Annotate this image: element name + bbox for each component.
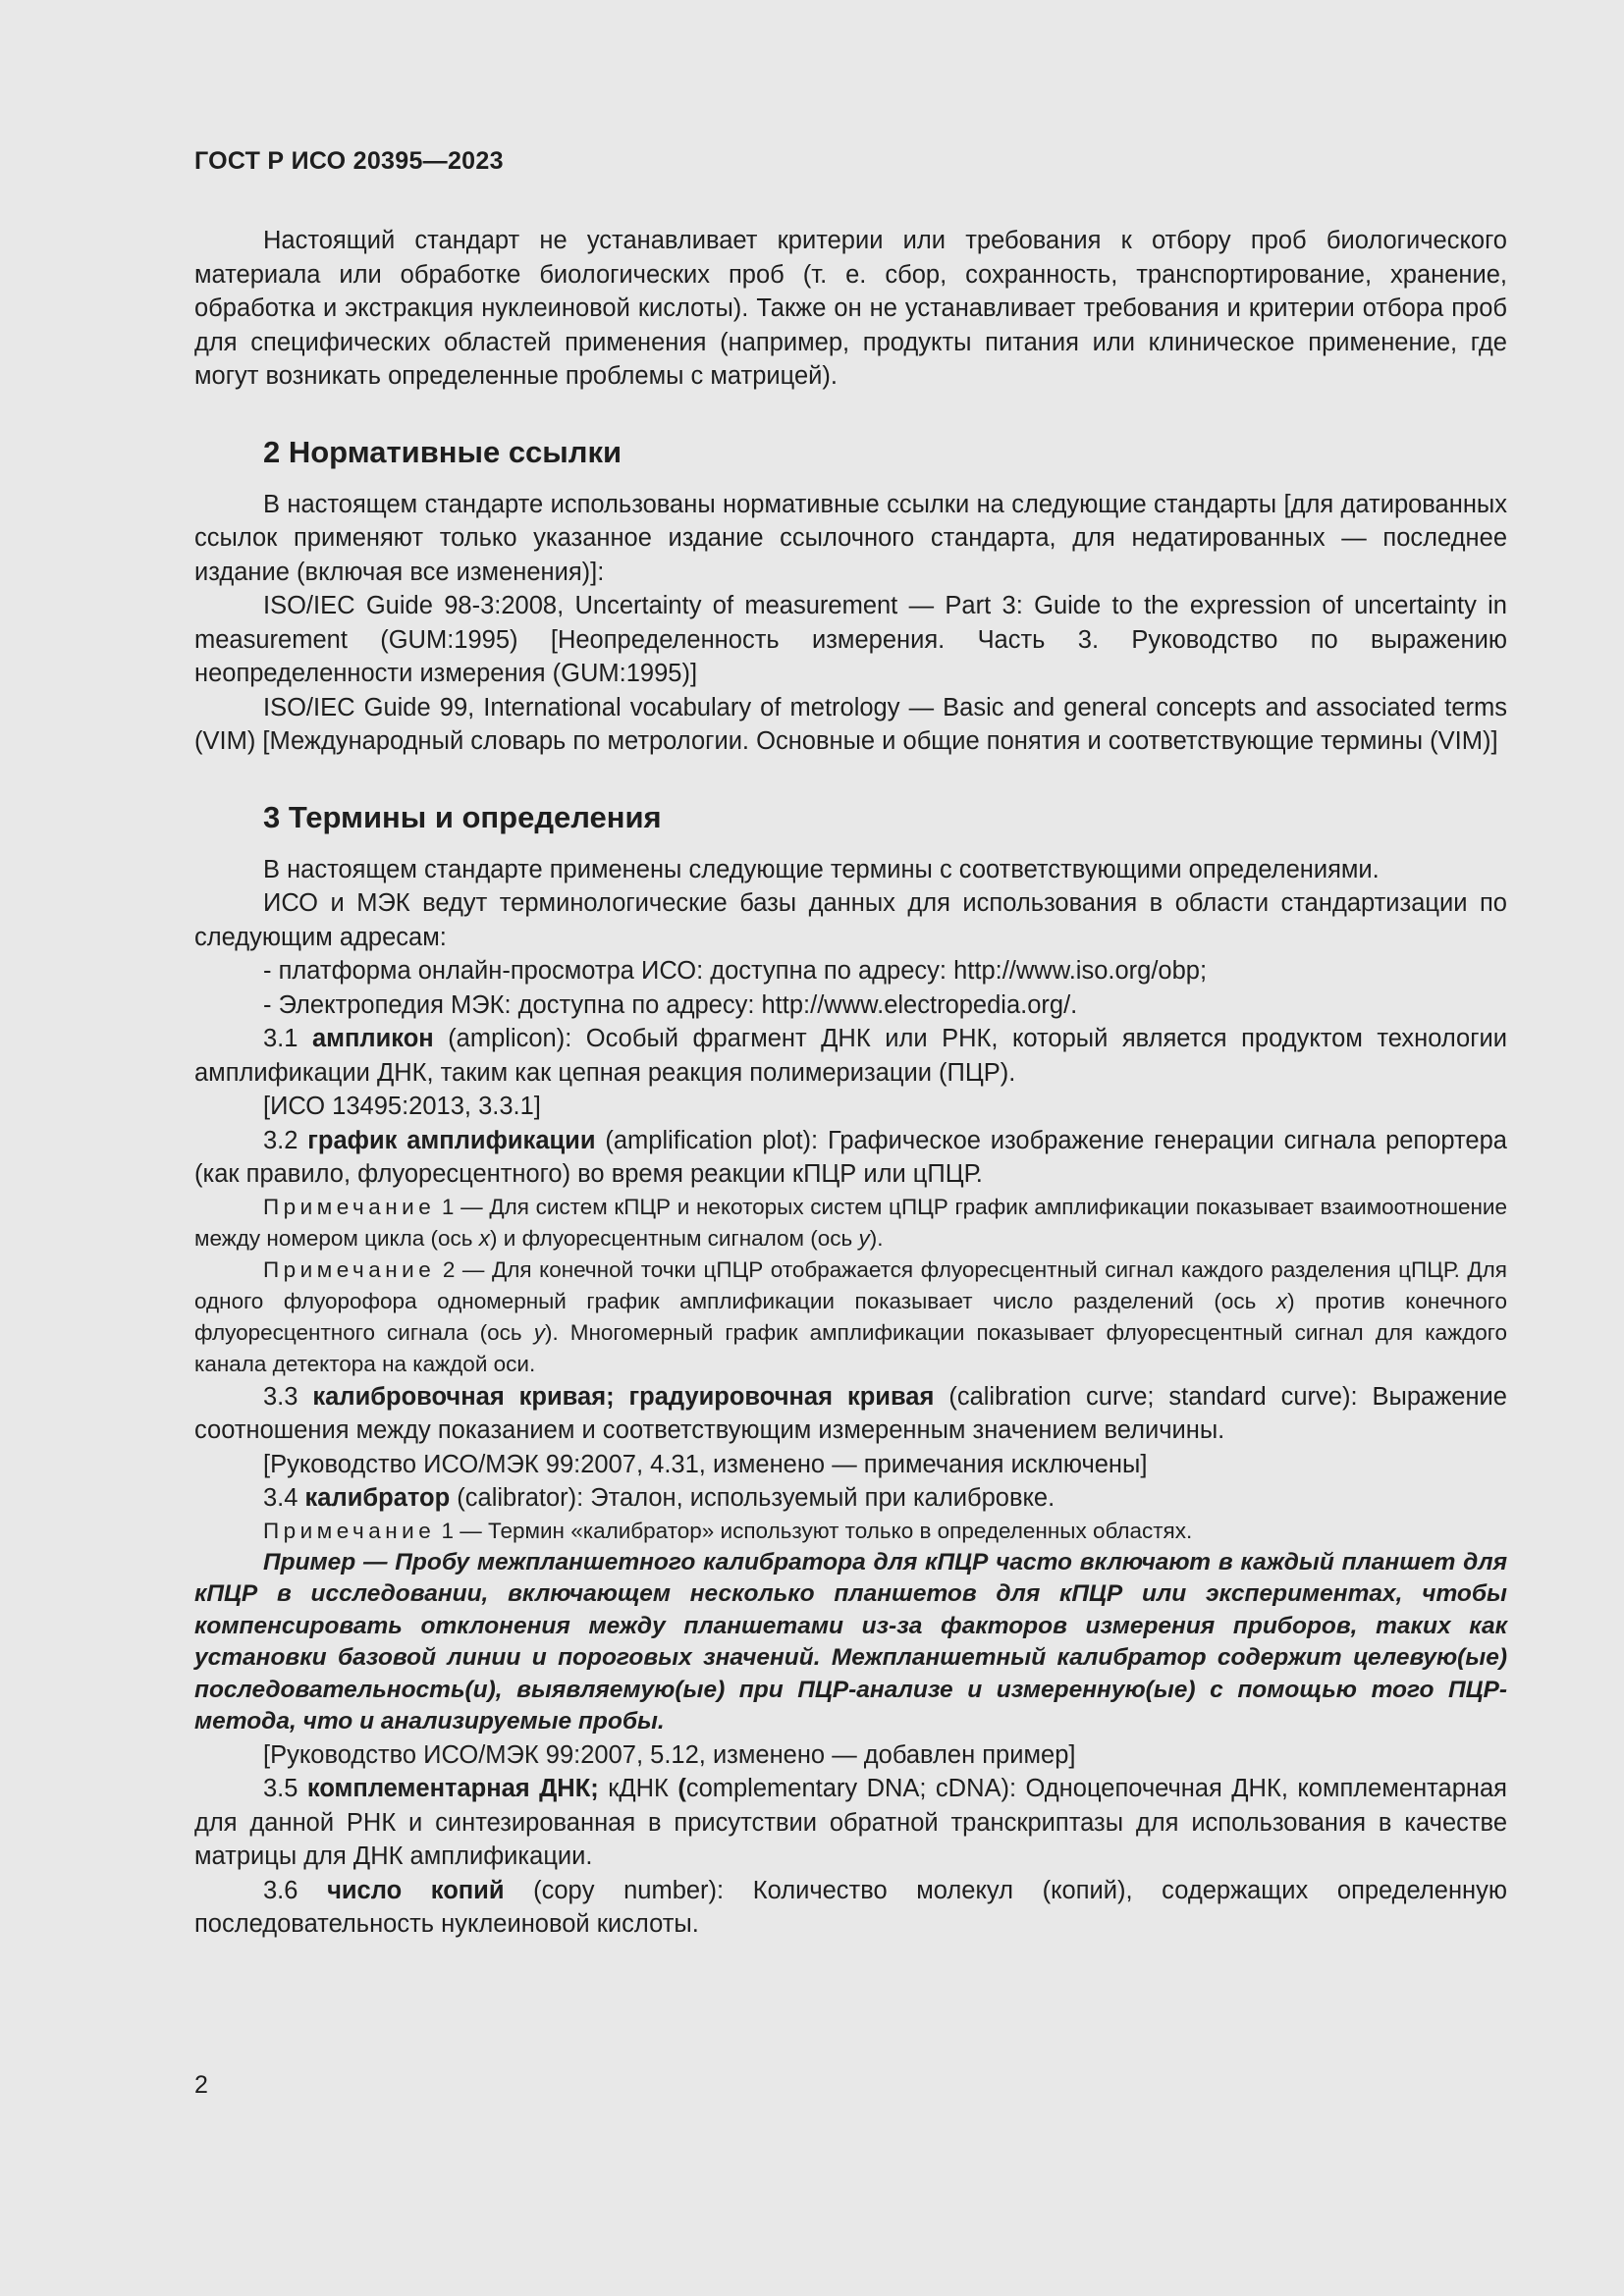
term-name: ампликон <box>311 1025 434 1052</box>
term-3-2 <box>194 1124 1507 1192</box>
term-number: 3.2 <box>263 1126 308 1154</box>
note-text: ). <box>869 1225 884 1251</box>
term-paren: ( <box>677 1775 686 1802</box>
section-2-heading: 2 Нормативные ссылки <box>263 434 623 469</box>
section-2-paragraph: В настоящем стандарте использованы нормативные ссылки на следующие стандарты [для датированных ссылок применяют только указанное издание ссылочного стандарта, для недатированных — последнее издание (включая все изменения)]: <box>194 490 1507 586</box>
term-number: 3.1 <box>263 1025 312 1052</box>
term-3-1 <box>194 1022 1507 1090</box>
note-number: 2 <box>435 1256 456 1282</box>
axis-y: y <box>858 1225 870 1251</box>
term-name: калибровочная кривая; градуировочная кривая <box>312 1382 935 1411</box>
note-text: ) против конечного флуоресцентного сигнала (ось <box>194 1288 1507 1345</box>
note-label: Примечание <box>263 1256 436 1282</box>
axis-x: x <box>478 1225 491 1251</box>
axis-x: x <box>1275 1288 1288 1313</box>
term-definition: (calibration curve; standard curve): Выражение соотношения между показанием и соответствующим измеренным значением величины. <box>194 1382 1507 1444</box>
list-item-iso-obp: - платформа онлайн-просмотра ИСО: доступна по адресу: http://www.iso.org/obp; <box>263 957 1208 985</box>
term-3-5 <box>194 1772 1507 1874</box>
note-3-2-2 <box>194 1255 1507 1380</box>
document-body <box>194 224 1507 1942</box>
term-3-4 <box>194 1481 1507 1516</box>
note-text: — Термин «калибратор» используют только в определенных областях. <box>454 1518 1193 1543</box>
intro-paragraph: Настоящий стандарт не устанавливает критерии или требования к отбору проб биологического материала или обработке биологических проб (т. е. сбор, сохранность, транспортирование, хранение, обработка и экстракция нуклеиновой кислоты). Также он не устанавливает требования и критерии отбора проб для специфических областей применения (например, продукты питания или клиническое применение, где могут возникать определенные проблемы с матрицей). <box>194 227 1507 390</box>
term-number: 3.6 <box>263 1876 328 1904</box>
document-header: ГОСТ Р ИСО 20395—2023 <box>194 147 504 175</box>
term-number: 3.3 <box>263 1382 313 1411</box>
term-name: комплементарная ДНК; <box>306 1775 599 1802</box>
note-number: 1 <box>435 1518 454 1543</box>
axis-y: y <box>533 1319 545 1345</box>
note-3-4-1 <box>194 1516 1507 1547</box>
note-text: ). Многомерный график амплификации показывает флуоресцентный сигнал для каждого канала детектора на каждой оси. <box>194 1319 1507 1376</box>
section-3-paragraph-1: В настоящем стандарте применены следующие термины с соответствующими определениями. <box>263 855 1380 883</box>
term-name: график амплификации <box>307 1126 596 1154</box>
term-definition: complementary DNA; cDNA): Одноцепочечная ДНК, комплементарная для данной РНК и синтезированная в присутствии обратной транскриптазы для использования в качестве матрицы для ДНК амплификации. <box>194 1775 1507 1870</box>
note-3-2-1 <box>194 1192 1507 1255</box>
term-3-3 <box>194 1380 1507 1448</box>
term-name: калибратор <box>304 1484 451 1512</box>
source-3-3: [Руководство ИСО/МЭК 99:2007, 4.31, изменено — примечания исключены] <box>263 1450 1148 1478</box>
note-label: Примечание <box>263 1194 436 1219</box>
term-definition: (calibrator): Эталон, используемый при калибровке. <box>450 1484 1056 1512</box>
normative-ref-2: ISO/IEC Guide 99, International vocabulary of metrology — Basic and general concepts and associated terms (VIM) [Международный словарь по метрологии. Основные и общие понятия и соответствующие термины (VIM)] <box>194 693 1507 755</box>
term-definition: (amplification plot): Графическое изображение генерации сигнала репортера (как правило, флуоресцентного) во время реакции кПЦР или цПЦР. <box>194 1126 1507 1188</box>
section-3-paragraph-2: ИСО и МЭК ведут терминологические базы данных для использования в области стандартизации по следующим адресам: <box>194 889 1507 951</box>
term-abbrev: кДНК <box>598 1775 678 1802</box>
list-item-electropedia: - Электропедия МЭК: доступна по адресу: http://www.electropedia.org/. <box>263 990 1078 1019</box>
note-number: 1 <box>435 1194 455 1219</box>
source-3-1: [ИСО 13495:2013, 3.3.1] <box>263 1093 541 1120</box>
page-number: 2 <box>194 2071 208 2099</box>
term-3-6 <box>194 1874 1507 1942</box>
note-text: ) и флуоресцентным сигналом (ось <box>490 1225 859 1251</box>
section-3-heading: 3 Термины и определения <box>263 799 662 834</box>
note-label: Примечание <box>263 1518 436 1543</box>
term-number: 3.4 <box>263 1484 305 1512</box>
term-name: число копий <box>327 1876 505 1904</box>
note-text: — Для конечной точки цПЦР отображается флуоресцентный сигнал каждого разделения цПЦР. Для одного флуорофора одномерный график амплификации показывает число разделений (ось <box>194 1256 1507 1313</box>
normative-ref-1: ISO/IEC Guide 98-3:2008, Uncertainty of measurement — Part 3: Guide to the expression of uncertainty in measurement (GUM:1995) [Неопределенность измерения. Часть 3. Руководство по выражению неопределенности измерения (GUM:1995)] <box>194 592 1507 687</box>
note-text: — Для систем кПЦР и некоторых систем цПЦР график амплификации показывает взаимоотношение между номером цикла (ось <box>194 1194 1508 1251</box>
example-3-4: Пример — Пробу межпланшетного калибратора для кПЦР часто включают в каждый планшет для кПЦР в исследовании, включающем несколько планшетов для кПЦР или экспериментах, чтобы компенсировать отклонения между планшетами из-за факторов измерения приборов, таких как установки базовой линии и пороговых значений. Межпланшетный калибратор содержит целевую(ые) последовательность(и), выявляемую(ые) при ПЦР-анализе и измеренную(ые) с помощью того ПЦР-метода, что и анализируемые пробы. <box>194 1548 1507 1735</box>
term-definition: (amplicon): Особый фрагмент ДНК или РНК, который является продуктом технологии амплификации ДНК, таким как цепная реакция полимеризации (ПЦР). <box>194 1025 1507 1087</box>
source-3-4: [Руководство ИСО/МЭК 99:2007, 5.12, изменено — добавлен пример] <box>263 1740 1076 1769</box>
term-definition: (copy number): Количество молекул (копий), содержащих определенную последовательность нуклеиновой кислоты. <box>194 1876 1507 1938</box>
term-number: 3.5 <box>263 1775 307 1802</box>
